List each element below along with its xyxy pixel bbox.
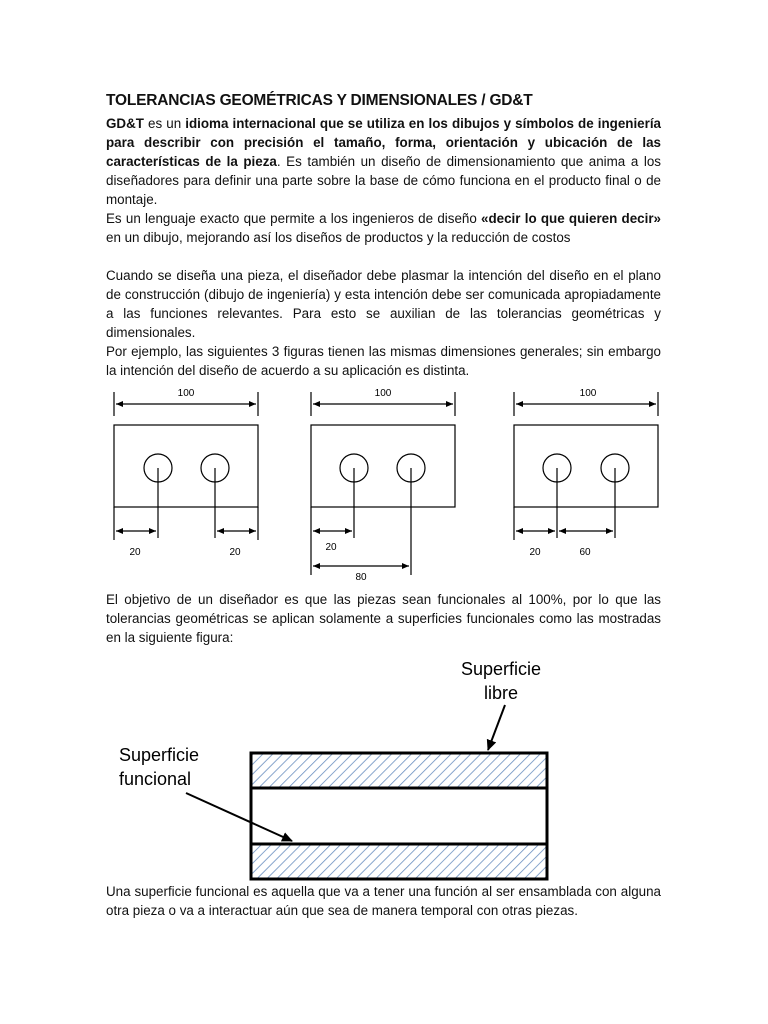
functional-surface-hatch	[251, 844, 547, 879]
paragraph-functional-objective: El objetivo de un diseñador es que las piezas sean funcionales al 100%, por lo que las tolerancias geométricas se aplican solamente a superficies funcionales como las mostradas en la siguiente figura:	[106, 592, 661, 645]
fig2-width-label: 100	[374, 388, 392, 399]
text-span: en un dibujo, mejorando así los diseños de productos y la reducción de costos	[106, 230, 571, 245]
fig2-left-label: 20	[325, 542, 337, 553]
paragraph-gdt-definition	[106, 114, 661, 209]
page-title: TOLERANCIAS GEOMÉTRICAS Y DIMENSIONALES / GD&T	[106, 92, 533, 109]
gdt-term: GD&T	[106, 116, 144, 131]
functional-surface-label-line1: Superficie	[119, 745, 200, 765]
fig1-width-label: 100	[177, 388, 195, 399]
text-span: es un	[143, 116, 186, 131]
functional-surface-arrow	[186, 793, 292, 841]
functional-surface-label-line2: funcional	[119, 769, 192, 789]
fig2-bottom-label: 80	[355, 572, 367, 583]
paragraph-exact-language	[106, 209, 661, 247]
text-span: Es un lenguaje exacto que permite a los ingenieros de diseño	[106, 211, 482, 226]
quote-bold: «decir lo que quieren decir»	[481, 211, 661, 226]
free-surface-label-line1: Superficie	[460, 659, 542, 679]
gdt-definition-bold: idioma internacional que se utiliza en los dibujos y símbolos de ingeniería para describir con precisión el tamaño, forma, orientación y ubicación de las características de la pieza	[106, 116, 661, 169]
free-surface-label-line2: libre	[483, 683, 519, 703]
fig3-right-label: 60	[579, 547, 591, 558]
dimension-figures	[0, 380, 768, 590]
surface-figure	[0, 650, 768, 882]
paragraph-example: Por ejemplo, las siguientes 3 figuras tienen las mismas dimensiones generales; sin embargo la intención del diseño de acuerdo a su aplicación es distinta.	[106, 344, 661, 378]
fig1-right-label: 20	[229, 547, 241, 558]
figure-1	[114, 392, 258, 540]
text-span: . Es también un diseño de dimensionamiento que anima a los diseñadores para definir una parte sobre la base de cómo funciona en el producto final o de montaje.	[106, 154, 661, 207]
free-surface-arrow	[488, 705, 505, 750]
fig1-left-label: 20	[129, 547, 141, 558]
figure-3	[514, 392, 658, 540]
fig3-left-label: 20	[529, 547, 541, 558]
paragraph-functional-surface-definition: Una superficie funcional es aquella que va a tener una función al ser ensamblada con alguna otra pieza o va a interactuar aún que sea de manera temporal con otras piezas.	[106, 884, 661, 918]
free-surface-hatch	[251, 753, 547, 788]
paragraph-design-intent: Cuando se diseña una pieza, el diseñador debe plasmar la intención del diseño en el plano de construcción (dibujo de ingeniería) y esta intención debe ser comunicada apropiadamente a las funciones relevantes. Para esto se auxilian de las tolerancias geométricas y dimensionales.	[106, 268, 661, 340]
fig3-width-label: 100	[579, 388, 597, 399]
stacked-plate	[251, 753, 547, 879]
